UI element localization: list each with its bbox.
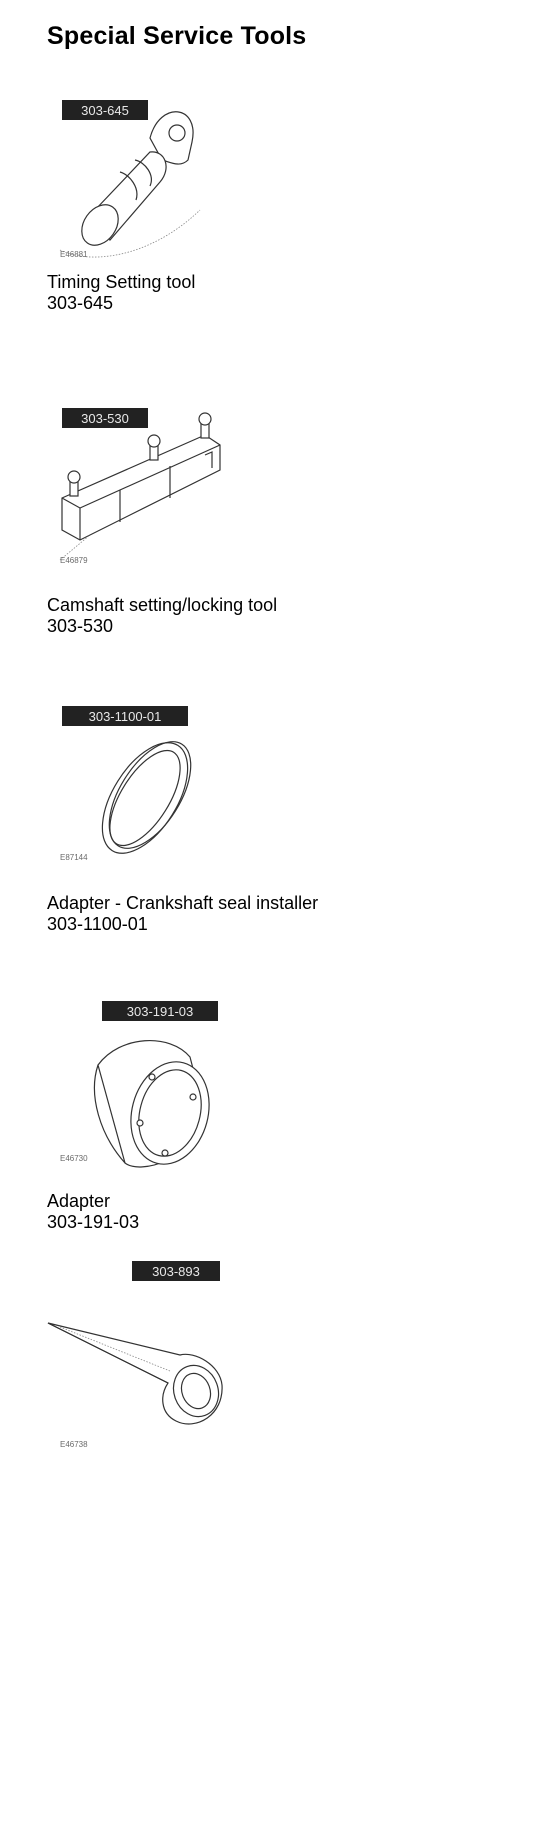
tool-number: 303-1100-01 [47, 914, 148, 934]
tool-caption [47, 1191, 139, 1233]
figure-code: E46730 [60, 1154, 88, 1163]
tool-entry-adapter [0, 995, 560, 1232]
tool-illustration-camshaft-locking [0, 400, 260, 590]
tool-caption [47, 893, 318, 935]
tool-illustration-timing-setting [0, 90, 260, 270]
tool-illustration-303-893 [0, 1255, 270, 1455]
part-number-tag [62, 408, 148, 428]
tool-illustration-crankshaft-seal-adapter [0, 700, 260, 880]
tool-name: Camshaft setting/locking tool [47, 595, 278, 615]
tool-entry-camshaft-locking [0, 400, 560, 636]
tool-name: Adapter - Crankshaft seal installer [47, 893, 319, 913]
svg-text:303-530: 303-530 [81, 411, 129, 426]
wrench-tool-drawing [48, 1323, 226, 1424]
svg-text:303-1100-01: 303-1100-01 [88, 709, 162, 724]
tool-number: 303-530 [47, 616, 114, 636]
tool-name: Timing Setting tool [47, 272, 196, 292]
svg-text:303-893: 303-893 [152, 1264, 200, 1279]
tool-number: 303-191-03 [47, 1212, 140, 1232]
figure-code: E46879 [60, 556, 88, 565]
adapter-cup-drawing [94, 1041, 220, 1173]
tool-illustration-adapter [0, 995, 260, 1185]
tool-entry-303-893 [0, 1255, 560, 1475]
part-number-tag [62, 706, 188, 726]
seal-installer-ring-drawing [85, 728, 207, 867]
svg-text:303-645: 303-645 [81, 103, 129, 118]
part-number-tag [132, 1261, 220, 1281]
tool-caption [47, 272, 195, 314]
part-number-tag [102, 1001, 218, 1021]
camshaft-locking-tool-drawing [60, 413, 220, 560]
figure-code: E46881 [60, 250, 88, 259]
tool-number: 303-645 [47, 293, 114, 313]
page-title: Special Service Tools [47, 22, 307, 50]
figure-code: E87144 [60, 853, 88, 862]
timing-setting-tool-drawing [60, 112, 200, 257]
tool-caption [47, 595, 277, 637]
svg-text:303-191-03: 303-191-03 [126, 1004, 194, 1019]
figure-code: E46738 [60, 1440, 88, 1449]
tool-entry-timing-setting [0, 90, 560, 313]
tool-name: Adapter [47, 1191, 111, 1211]
tool-entry-crankshaft-seal-adapter [0, 700, 560, 940]
part-number-tag [62, 100, 148, 120]
